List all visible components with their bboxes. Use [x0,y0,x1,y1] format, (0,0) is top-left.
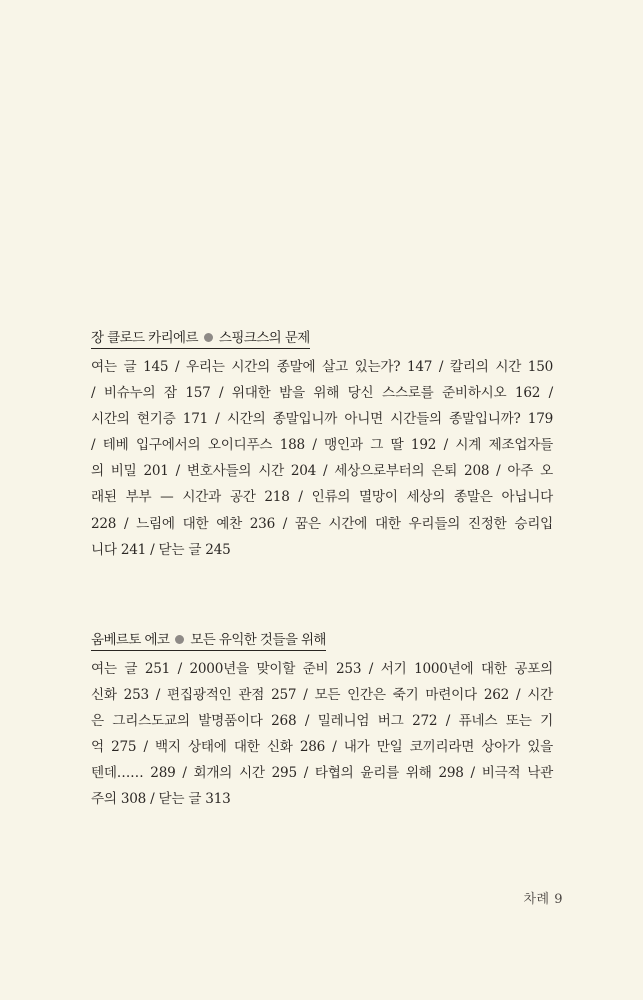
toc-line: / 비슈누의 잠 157 / 위대한 밤을 위해 당신 스스로를 준비하시오 162 / [91,385,553,402]
bullet-dot-icon [175,635,184,644]
running-footer-label: 차례 [523,892,550,907]
toc-section-carriere [91,326,553,563]
section-heading [91,326,310,349]
toc-line: 의 비밀 201 / 변호사들의 시간 204 / 세상으로부터의 은퇴 208 / 아주 오 [91,463,553,480]
toc-entries [91,656,553,813]
chapter-title: 모든 유익한 것들을 위해 [190,632,326,648]
toc-line: 은 그리스도교의 발명품이다 268 / 밀레니엄 버그 272 / 퓨네스 또는 기 [91,713,553,730]
toc-line: 신화 253 / 편집광적인 관점 257 / 모든 인간은 죽기 마련이다 262 / 시간 [91,687,553,704]
toc-line: / 테베 입구에서의 오이디푸스 188 / 맹인과 그 딸 192 / 시계 제조업자들 [91,437,553,454]
toc-line: 주의 308 / 닫는 글 313 [91,791,231,808]
toc-line: 억 275 / 백지 상태에 대한 신화 286 / 내가 만일 코끼리라면 상아가 있을 [91,739,553,756]
toc-line: 텐데…… 289 / 회개의 시간 295 / 타협의 윤리를 위해 298 / 비극적 낙관 [91,765,553,782]
page-footer [488,888,563,907]
chapter-title: 스핑크스의 문제 [218,330,310,346]
toc-line: 여는 글 251 / 2000년을 맞이할 준비 253 / 서기 1000년에 대한 공포의 [91,661,553,677]
toc-line: 228 / 느림에 대한 예찬 236 / 꿈은 시간에 대한 우리들의 진정한 승리입 [91,515,553,532]
toc-entries [91,354,553,563]
toc-line: 시간의 현기증 171 / 시간의 종말입니까 아니면 시간들의 종말입니까? 179 [91,411,553,428]
bullet-dot-icon [204,333,213,342]
toc-line: 여는 글 145 / 우리는 시간의 종말에 살고 있는가? 147 / 칼리의 시간 150 [91,359,553,375]
author-name: 장 클로드 카리에르 [91,330,198,346]
author-name: 움베르토 에코 [91,632,170,648]
page-number: 9 [554,892,563,907]
section-heading [91,628,326,651]
toc-line: 니다 241 / 닫는 글 245 [91,541,231,558]
toc-section-eco [91,628,553,813]
toc-line: 래된 부부 — 시간과 공간 218 / 인류의 멸망이 세상의 종말은 아닙니다 [91,489,553,506]
